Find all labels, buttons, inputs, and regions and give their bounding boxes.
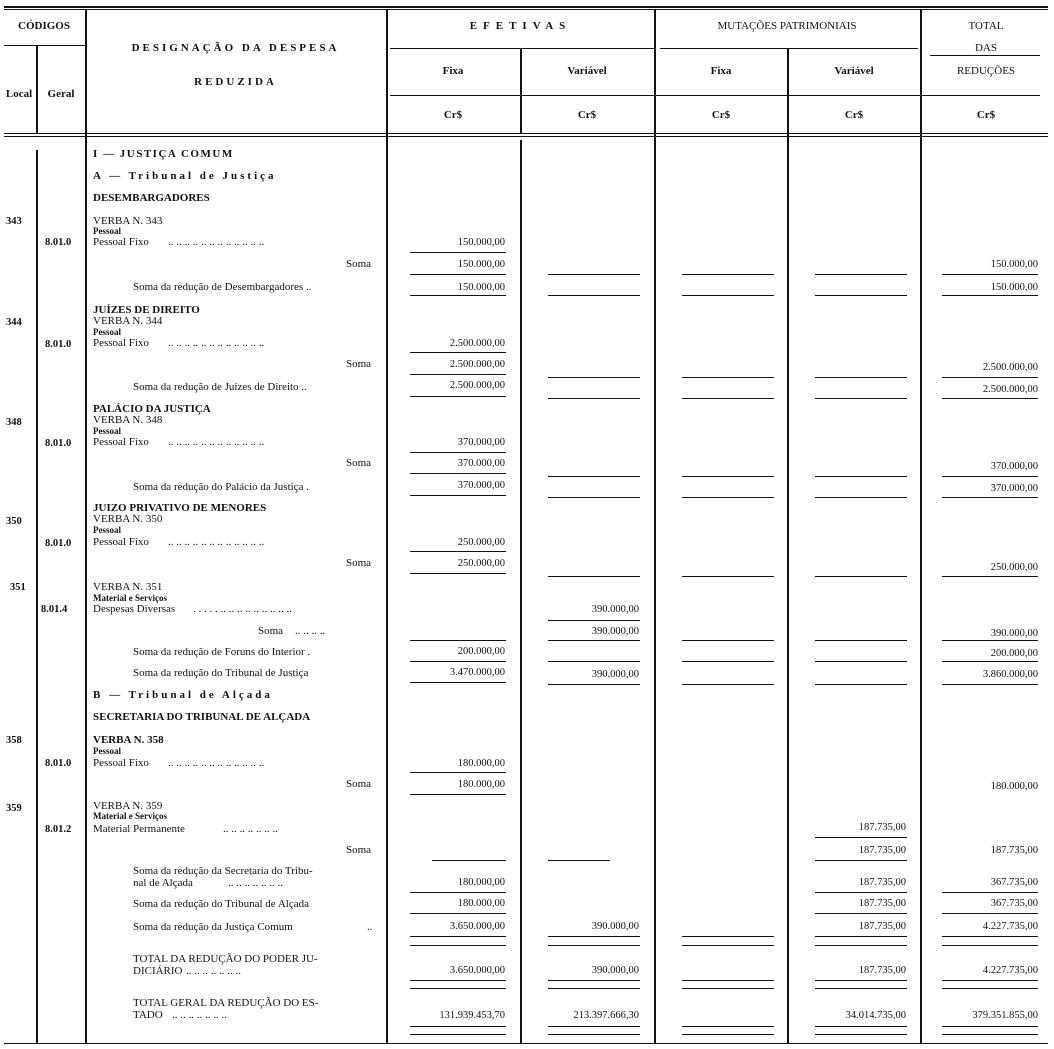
underline [548, 980, 640, 981]
value-fixa: 3.650.000,00 [449, 921, 505, 932]
underline [815, 892, 907, 893]
mutacoes-rule [660, 48, 918, 49]
summary-label: Soma da redução do Palácio da Justiça . [133, 481, 309, 493]
underline [942, 988, 1038, 989]
underline [942, 892, 1038, 893]
bottom-rule [4, 1043, 1048, 1044]
value-mut-variavel: 187.735,00 [858, 845, 906, 856]
underline [410, 892, 506, 893]
leader-dots: .. .. .. .. [295, 625, 326, 637]
code-local: 351 [10, 582, 26, 593]
summary-label: Soma da redução da Justiça Comum [133, 921, 293, 933]
value-total: 3.860.000,00 [982, 669, 1038, 680]
value-fixa: 250.000,00 [457, 558, 505, 569]
underline [942, 476, 1038, 477]
underline [548, 661, 640, 662]
code-geral: 8.01.0 [45, 758, 72, 769]
underline [682, 661, 774, 662]
codigos-rule [4, 45, 86, 46]
value-fixa: 180.000,00 [457, 779, 505, 790]
code-geral: 8.01.0 [45, 237, 72, 248]
item-label: Material Permanente [93, 823, 185, 835]
code-local: 350 [6, 516, 22, 527]
header-efetivas: EFETIVAS [469, 20, 572, 32]
das-rule [930, 55, 1040, 56]
leader-dots: .. .. .. .. .. .. .. .. .. .. .. .. [168, 236, 265, 248]
col-divider [520, 140, 522, 1043]
value-mut-variavel: 34.014.735,00 [845, 1010, 906, 1021]
header-local: Local [5, 88, 33, 100]
col-divider [787, 48, 789, 1043]
underline [815, 295, 907, 296]
value-fixa: 370.000,00 [457, 480, 505, 491]
underline [682, 936, 774, 937]
underline [815, 945, 907, 946]
underline [942, 913, 1038, 914]
underline [410, 913, 506, 914]
value-total: 150.000,00 [990, 282, 1038, 293]
value-total: 367.735,00 [990, 898, 1038, 909]
value-fixa: 200.000,00 [457, 646, 505, 657]
underline [410, 794, 506, 795]
underline [410, 274, 506, 275]
summary-label: Soma da redução do Tribunal de Justiça [133, 667, 309, 679]
underline [682, 684, 774, 685]
category-label: Material e Serviços [93, 593, 167, 603]
value-mut-variavel: 187.735,00 [858, 822, 906, 833]
verba-label: VERBA N. 348 [93, 414, 163, 426]
underline [432, 860, 506, 861]
underline [815, 576, 907, 577]
underline [410, 682, 506, 683]
underline [682, 980, 774, 981]
value-mut-variavel: 187.735,00 [858, 877, 906, 888]
header-rule [4, 133, 1048, 134]
leader-dots: .. .. .. .. .. .. .. .. .. .. .. .. [168, 337, 265, 349]
leader-dots: .. .. .. .. .. .. .. .. .. .. .. .. [168, 436, 265, 448]
underline [410, 352, 506, 353]
value-fixa: 3.650.000,00 [449, 965, 505, 976]
section-desembargadores: DESEMBARGADORES [93, 192, 210, 204]
value-fixa: 180.000,00 [457, 877, 505, 888]
underline [682, 476, 774, 477]
underline [548, 945, 640, 946]
code-geral: 8.01.2 [45, 824, 72, 835]
underline [548, 377, 640, 378]
verba-label: VERBA N. 350 [93, 513, 163, 525]
underline [815, 1026, 907, 1027]
underline [682, 988, 774, 989]
col-divider [36, 150, 38, 1043]
underline [548, 497, 640, 498]
soma-label: Soma [346, 358, 372, 370]
col-divider [85, 10, 87, 1043]
soma-label: Soma [346, 557, 372, 569]
underline [548, 295, 640, 296]
underline [815, 377, 907, 378]
underline [410, 573, 506, 574]
section-tribunal-justica: A — Tribunal de Justiça [93, 170, 277, 182]
underline [815, 661, 907, 662]
header-geral: Geral [47, 88, 75, 100]
underline [815, 1034, 907, 1035]
total-geral-label: TOTAL GERAL DA REDUÇÃO DO ES- [133, 997, 319, 1009]
underline [942, 274, 1038, 275]
underline [815, 640, 907, 641]
section-tribunal-alcada: B — Tribunal de Alçada [93, 689, 273, 701]
header-fixa: Fixa [442, 65, 464, 77]
value-variavel: 213.397.666,30 [573, 1010, 639, 1021]
soma-label: Soma [258, 625, 284, 637]
value-fixa: 150.000,00 [457, 259, 505, 270]
leader-dots: .. .. .. .. .. .. .. [223, 823, 278, 835]
header-codigos: CÓDIGOS [18, 20, 70, 32]
underline [815, 476, 907, 477]
underline [815, 913, 907, 914]
leader-dots: .. .. .. .. .. .. .. [172, 1009, 227, 1021]
underline [410, 473, 506, 474]
underline [548, 576, 640, 577]
code-geral: 8.01.0 [45, 538, 72, 549]
value-fixa: 2.500.000,00 [449, 338, 505, 349]
underline [410, 945, 506, 946]
summary-label: Soma da redução de Juízes de Direito .. [133, 381, 307, 393]
currency: Cr$ [443, 109, 463, 121]
category-label: Pessoal [93, 226, 121, 236]
header-mutacoes: MUTAÇÕES PATRIMONIAIS [717, 20, 857, 32]
value-total: 379.351.855,00 [972, 1010, 1038, 1021]
underline [410, 495, 506, 496]
underline [410, 374, 506, 375]
section-justica-comum: I — JUSTIÇA COMUM [93, 148, 234, 160]
underline [942, 1034, 1038, 1035]
summary-label: Soma da redução do Tribunal de Alçada [133, 898, 309, 910]
code-geral: 8.01.0 [45, 438, 72, 449]
underline [682, 945, 774, 946]
underline [815, 936, 907, 937]
total-poder-label: TOTAL DA REDUÇÃO DO PODER JU- [133, 953, 318, 965]
value-fixa: 250.000,00 [457, 537, 505, 548]
category-label: Pessoal [93, 525, 121, 535]
currency: Cr$ [976, 109, 996, 121]
verba-label: VERBA N. 344 [93, 315, 163, 327]
underline [682, 1034, 774, 1035]
underline [942, 640, 1038, 641]
underline [815, 837, 907, 838]
value-total: 370.000,00 [990, 483, 1038, 494]
currency: Cr$ [844, 109, 864, 121]
code-local: 359 [6, 803, 22, 814]
value-total: 187.735,00 [990, 845, 1038, 856]
value-total: 2.500.000,00 [982, 362, 1038, 373]
leader-dots: .. .. .. .. .. .. .. .. .. .. .. .. [168, 536, 265, 548]
underline [682, 398, 774, 399]
value-variavel: 390.000,00 [591, 921, 639, 932]
underline [815, 497, 907, 498]
underline [410, 551, 506, 552]
header-rule-2 [4, 136, 1048, 137]
leader-dots: . . . . . .. .. .. .. .. .. .. .. .. [193, 603, 292, 615]
item-label: Despesas Diversas [93, 603, 176, 615]
value-variavel: 390.000,00 [591, 604, 639, 615]
code-geral: 8.01.0 [45, 339, 72, 350]
code-local: 343 [6, 216, 22, 227]
underline [548, 620, 640, 621]
underline [942, 1026, 1038, 1027]
summary-label: Soma da redução da Secretaria do Tribu- [133, 865, 313, 877]
value-fixa: 370.000,00 [457, 437, 505, 448]
underline [548, 1026, 640, 1027]
col-divider [386, 10, 388, 1043]
underline [682, 295, 774, 296]
value-fixa: 3.470.000,00 [449, 667, 505, 678]
item-label: Pessoal Fixo [93, 337, 149, 349]
value-variavel: 390.000,00 [591, 965, 639, 976]
value-fixa: 180.000,00 [457, 898, 505, 909]
soma-label: Soma [346, 844, 372, 856]
underline [548, 640, 640, 641]
underline [682, 576, 774, 577]
header-mut-variavel: Variável [834, 65, 874, 77]
value-variavel: 390.000,00 [591, 626, 639, 637]
section-juizes: JUÍZES DE DIREITO [93, 304, 200, 316]
currency: Cr$ [711, 109, 731, 121]
underline [410, 661, 506, 662]
underline [815, 398, 907, 399]
summary-label: Soma da redução de Desembargadores .. [133, 281, 312, 293]
value-total: 200.000,00 [990, 648, 1038, 659]
category-label: Pessoal [93, 327, 121, 337]
underline [410, 452, 506, 453]
verba-label: VERBA N. 358 [93, 734, 164, 746]
category-label: Pessoal [93, 746, 121, 756]
value-mut-variavel: 187.735,00 [858, 965, 906, 976]
underline [942, 576, 1038, 577]
underline [942, 377, 1038, 378]
category-label: Pessoal [93, 426, 121, 436]
underline [682, 1026, 774, 1027]
underline [942, 295, 1038, 296]
value-variavel: 390.000,00 [591, 669, 639, 680]
soma-label: Soma [346, 258, 372, 270]
top-rule [4, 6, 1048, 8]
code-local: 348 [6, 417, 22, 428]
code-local: 344 [6, 317, 22, 328]
underline [410, 396, 506, 397]
item-label: Pessoal Fixo [93, 236, 149, 248]
underline [410, 295, 506, 296]
section-palacio: PALÁCIO DA JUSTIÇA [93, 403, 211, 415]
section-juizo: JUIZO PRIVATIVO DE MENORES [93, 502, 267, 514]
underline [942, 945, 1038, 946]
underline [548, 476, 640, 477]
underline [815, 860, 907, 861]
section-secretaria: SECRETARIA DO TRIBUNAL DE ALÇADA [93, 711, 311, 723]
value-total: 370.000,00 [990, 461, 1038, 472]
header-variavel: Variável [567, 65, 607, 77]
header-reducoes: REDUÇÕES [956, 65, 1016, 77]
value-total: 4.227.735,00 [982, 921, 1038, 932]
header-reduzida: REDUZIDA [194, 76, 277, 88]
verba-label: VERBA N. 343 [93, 215, 163, 227]
underline [548, 274, 640, 275]
verba-label: VERBA N. 359 [93, 800, 163, 812]
soma-label: Soma [346, 457, 372, 469]
header-das: DAS [974, 42, 997, 54]
underline [410, 252, 506, 253]
underline [942, 398, 1038, 399]
underline [548, 988, 640, 989]
soma-label: Soma [346, 778, 372, 790]
item-label: Pessoal Fixo [93, 757, 149, 769]
leader-dots: .. [367, 921, 373, 933]
leader-dots: .. .. .. .. .. .. .. [186, 965, 241, 977]
col-divider [654, 10, 656, 1043]
underline [410, 1034, 506, 1035]
underline [682, 497, 774, 498]
verba-label: VERBA N. 351 [93, 581, 163, 593]
underline [410, 1026, 506, 1027]
top-rule-2 [4, 9, 1048, 10]
underline [682, 640, 774, 641]
code-local: 358 [6, 735, 22, 746]
value-fixa: 370.000,00 [457, 458, 505, 469]
value-total: 250.000,00 [990, 562, 1038, 573]
underline [548, 1034, 640, 1035]
value-total: 2.500.000,00 [982, 384, 1038, 395]
summary-label: Soma da redução de Foruns do Interior . [133, 646, 311, 658]
underline [548, 860, 610, 861]
underline [942, 980, 1038, 981]
item-label: Pessoal Fixo [93, 436, 149, 448]
value-mut-variavel: 187.735,00 [858, 921, 906, 932]
underline [548, 684, 640, 685]
underline [410, 936, 506, 937]
header-total: TOTAL [968, 20, 1004, 32]
value-total: 150.000,00 [990, 259, 1038, 270]
underline [942, 684, 1038, 685]
efetivas-rule [390, 48, 655, 49]
underline [548, 398, 640, 399]
value-total: 180.000,00 [990, 781, 1038, 792]
header-mut-fixa: Fixa [710, 65, 732, 77]
leader-dots: .. .. .. .. .. .. .. .. .. .. .. .. [168, 757, 265, 769]
item-label: Pessoal Fixo [93, 536, 149, 548]
value-total: 390.000,00 [990, 628, 1038, 639]
underline [410, 980, 506, 981]
header-designacao: DESIGNAÇÃO DA DESPESA [131, 42, 340, 54]
underline [410, 988, 506, 989]
category-label: Material e Serviços [93, 811, 167, 821]
value-fixa: 2.500.000,00 [449, 359, 505, 370]
code-geral: 8.01.4 [41, 604, 68, 615]
value-fixa: 2.500.000,00 [449, 380, 505, 391]
value-fixa: 180.000,00 [457, 758, 505, 769]
underline [682, 377, 774, 378]
value-mut-variavel: 187.735,00 [858, 898, 906, 909]
summary-label-cont: nal de Alçada [133, 877, 193, 889]
value-total: 367.735,00 [990, 877, 1038, 888]
value-fixa: 150.000,00 [457, 282, 505, 293]
underline [942, 936, 1038, 937]
total-poder-label-cont: DICIÁRIO [133, 965, 183, 977]
underline [410, 640, 506, 641]
currency: Cr$ [577, 109, 597, 121]
underline [815, 274, 907, 275]
underline [942, 661, 1038, 662]
underline [410, 772, 506, 773]
total-geral-label-cont: TADO [133, 1009, 163, 1021]
value-total: 4.227.735,00 [982, 965, 1038, 976]
leader-dots: .. .. .. .. .. .. .. [228, 877, 283, 889]
value-fixa: 131.939.453,70 [439, 1010, 505, 1021]
fixa-rule [390, 95, 1040, 96]
underline [682, 274, 774, 275]
underline [548, 936, 640, 937]
underline [815, 980, 907, 981]
col-divider [920, 10, 922, 1043]
underline [815, 988, 907, 989]
underline [815, 684, 907, 685]
underline [942, 497, 1038, 498]
value-fixa: 150.000,00 [457, 237, 505, 248]
